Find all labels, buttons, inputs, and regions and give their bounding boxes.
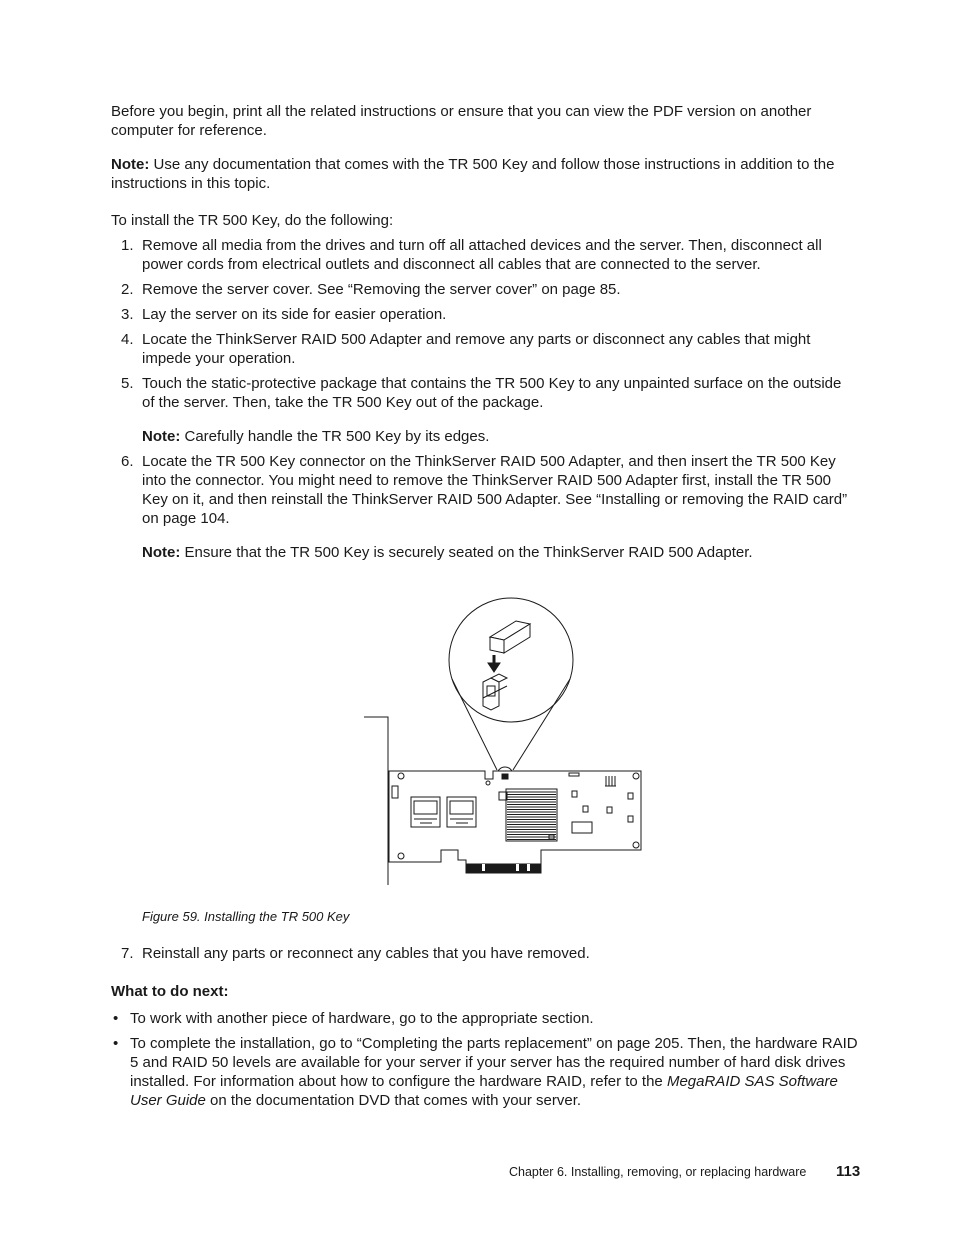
step-text: Remove all media from the drives and turn off all attached devices and the server. Then, disconnect all power cords from electrical outlets and disconnect all cables that are connected to the server. [142, 237, 822, 273]
note-text: Use any documentation that comes with the TR 500 Key and follow those instructions in addition to the instructions in this topic. [111, 156, 835, 192]
bullet-icon: • [113, 1035, 119, 1052]
tr500-key [490, 621, 530, 653]
guide-title: MegaRAID SAS Software User Guide [130, 1073, 838, 1109]
step-number: 2. [121, 281, 134, 298]
note-label: Note: [142, 428, 181, 445]
step-number: 7. [121, 945, 134, 962]
bullet-text-part: on the documentation DVD that comes with your server. [205, 1092, 582, 1109]
step-text: Locate the ThinkServer RAID 500 Adapter and remove any parts or disconnect any cables that might impede your operation. [142, 331, 811, 367]
note-label: Note: [111, 156, 150, 173]
intro-paragraph: Before you begin, print all the related instructions or ensure that you can view the PDF version on another computer for reference. [111, 103, 812, 139]
step-number: 6. [121, 453, 134, 470]
note-text: Ensure that the TR 500 Key is securely seated on the ThinkServer RAID 500 Adapter. [184, 544, 753, 561]
bullet-text [130, 1034, 866, 1110]
step-text: Lay the server on its side for easier operation. [142, 306, 447, 323]
procedure-lead: To install the TR 500 Key, do the following: [111, 212, 394, 229]
step-number: 1. [121, 237, 134, 254]
mounting-bracket [364, 717, 388, 885]
bullet-text: To work with another piece of hardware, go to the appropriate section. [130, 1010, 594, 1027]
step-number: 4. [121, 331, 134, 348]
step-number: 3. [121, 306, 134, 323]
bullet-text-part: To complete the installation, go to “Completing the parts replacement” on page 205. Then, the hardware RAID 5 and RAID 50 levels are available for your server if your server has the required number of hard disk drives installed. For information about how to configure the hardware RAID, refer to the [130, 1035, 858, 1090]
step-text: Reinstall any parts or reconnect any cables that you have removed. [142, 945, 590, 962]
next-steps-heading: What to do next: [111, 983, 229, 1000]
note-label: Note: [142, 544, 181, 561]
key-connector [483, 674, 507, 710]
page-number: 113 [836, 1163, 861, 1180]
step-text: Touch the static-protective package that contains the TR 500 Key to any unpainted surface on the outside of the server. Then, take the TR 500 Key out of the package. [142, 375, 842, 411]
footer-chapter: Chapter 6. Installing, removing, or replacing hardware [509, 1165, 807, 1179]
insert-arrow-icon [488, 655, 500, 672]
callout-line [513, 679, 570, 770]
step-text: Locate the TR 500 Key connector on the ThinkServer RAID 500 Adapter, and then insert the TR 500 Key into the connector. You might need to remove the ThinkServer RAID 500 Adapter first, install the TR 500 Key on it, and then reinstall the ThinkServer RAID 500 Adapter. See “Installing or removing the RAID card” on page 104. [142, 453, 848, 527]
step-number: 5. [121, 375, 134, 392]
figure-caption: Figure 59. Installing the TR 500 Key [142, 909, 350, 924]
step-text: Remove the server cover. See “Removing the server cover” on page 85. [142, 281, 621, 298]
note-text: Carefully handle the TR 500 Key by its edges. [184, 428, 490, 445]
bullet-icon: • [113, 1010, 119, 1027]
